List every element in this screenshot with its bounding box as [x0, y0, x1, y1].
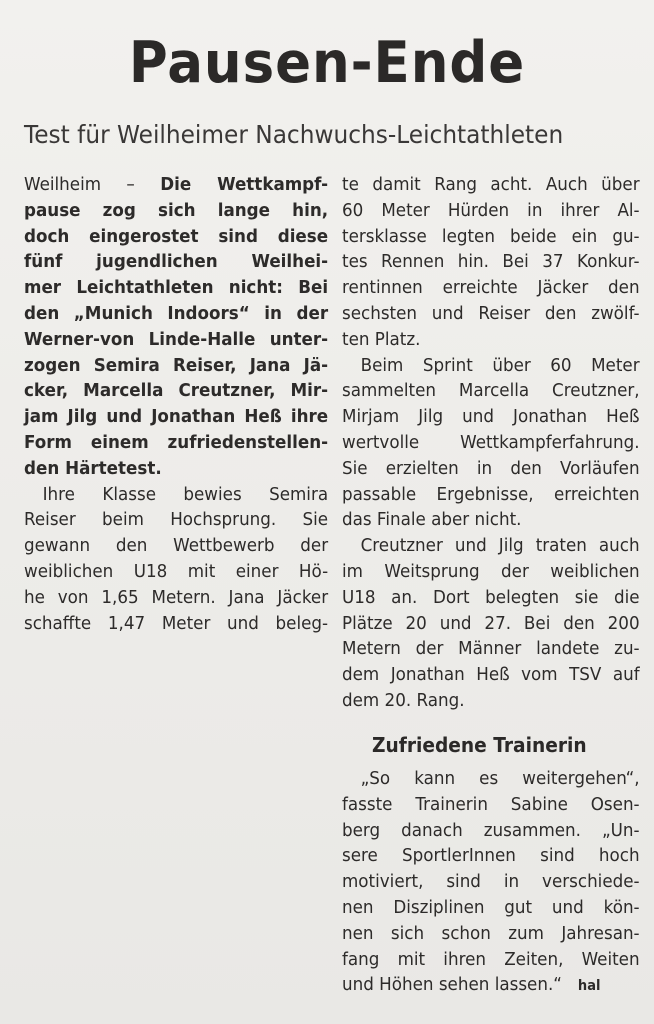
text-line: tersklasse legten beide ein gu- — [342, 225, 640, 247]
text-line: berg danach zusammen. „Un- — [342, 819, 640, 841]
text-line: Creutzner und Jilg traten auch — [360, 535, 640, 557]
left-column — [24, 172, 328, 636]
text-line: ten Platz. — [342, 328, 421, 350]
text-line: passable Ergebnisse, erreichten — [342, 483, 640, 505]
text-line: Weilheim – Die Wettkampf- — [24, 174, 329, 195]
text-line: cker, Marcella Creutzner, Mir- — [24, 380, 329, 402]
right-column — [342, 172, 640, 714]
text-line: den „Munich Indoors“ in der — [24, 302, 329, 324]
text-line: wertvolle Wettkampferfahrung. — [342, 431, 640, 453]
text-line: nen Disziplinen gut und kön- — [342, 896, 640, 918]
text-line: he von 1,65 Metern. Jana Jäcker — [24, 586, 329, 608]
text-line: fasste Trainerin Sabine Osen- — [342, 793, 640, 815]
text-line: den Härtetest. — [24, 457, 162, 479]
text-line: 60 Meter Hürden in ihrer Al- — [342, 199, 640, 221]
text-line: jam Jilg und Jonathan Heß ihre — [24, 406, 329, 428]
text-line: motiviert, sind in verschiede- — [342, 871, 640, 893]
text-line: doch eingerostet sind diese — [24, 225, 329, 247]
text-line: Beim Sprint über 60 Meter — [360, 354, 640, 376]
text-line: sere SportlerInnen sind hoch — [342, 845, 640, 867]
text-line: pause zog sich lange hin, — [24, 199, 329, 221]
text-line: mer Leichtathleten nicht: Bei — [24, 277, 329, 299]
text-line: und Höhen sehen lassen.“ hal — [342, 974, 601, 996]
text-line: sechsten und Reiser den zwölf- — [342, 302, 640, 324]
text-line: schaffte 1,47 Meter und beleg- — [24, 612, 329, 634]
text-line: dem 20. Rang. — [342, 689, 465, 711]
author-initials: hal — [577, 978, 601, 995]
text-line: gewann den Wettbewerb der — [24, 535, 329, 557]
text-line: nen sich schon zum Jahresan- — [342, 922, 640, 944]
text-line: Reiser beim Hochsprung. Sie — [24, 509, 329, 531]
section-heading: Zufriedene Trainerin — [372, 733, 587, 757]
text-line: Form einem zufriedenstellen- — [24, 431, 329, 453]
text-line: rentinnen erreichte Jäcker den — [342, 277, 640, 299]
text-line: te damit Rang acht. Auch über — [342, 174, 640, 195]
text-line: weiblichen U18 mit einer Hö- — [24, 560, 329, 582]
text-line: U18 an. Dort belegten sie die — [342, 586, 640, 608]
text-line: Metern der Männer landete zu- — [342, 638, 640, 660]
text-line: Mirjam Jilg und Jonathan Heß — [342, 406, 640, 428]
text-line: tes Rennen hin. Bei 37 Konkur- — [342, 251, 640, 273]
text-line: fünf jugendlichen Weilhei- — [24, 251, 329, 273]
right-column-2 — [342, 766, 640, 998]
text-line: Ihre Klasse bewies Semira — [42, 483, 329, 505]
text-line: das Finale aber nicht. — [342, 509, 522, 531]
text-line: im Weitsprung der weiblichen — [342, 560, 640, 582]
text-line: fang mit ihren Zeiten, Weiten — [342, 948, 640, 970]
text-line: „So kann es weitergehen“, — [360, 768, 640, 789]
text-line: Plätze 20 und 27. Bei den 200 — [342, 612, 640, 634]
text-line: Werner-von Linde-Halle unter- — [24, 328, 329, 350]
subheadline: Test für Weilheimer Nachwuchs-Leichtathleten — [24, 120, 564, 149]
text-line: zogen Semira Reiser, Jana Jä- — [24, 354, 329, 376]
text-line: dem Jonathan Heß vom TSV auf — [342, 664, 640, 686]
text-line: Sie erzielten in den Vorläufen — [342, 457, 640, 479]
headline: Pausen-Ende — [128, 30, 526, 96]
text-line: sammelten Marcella Creutzner, — [342, 380, 640, 402]
